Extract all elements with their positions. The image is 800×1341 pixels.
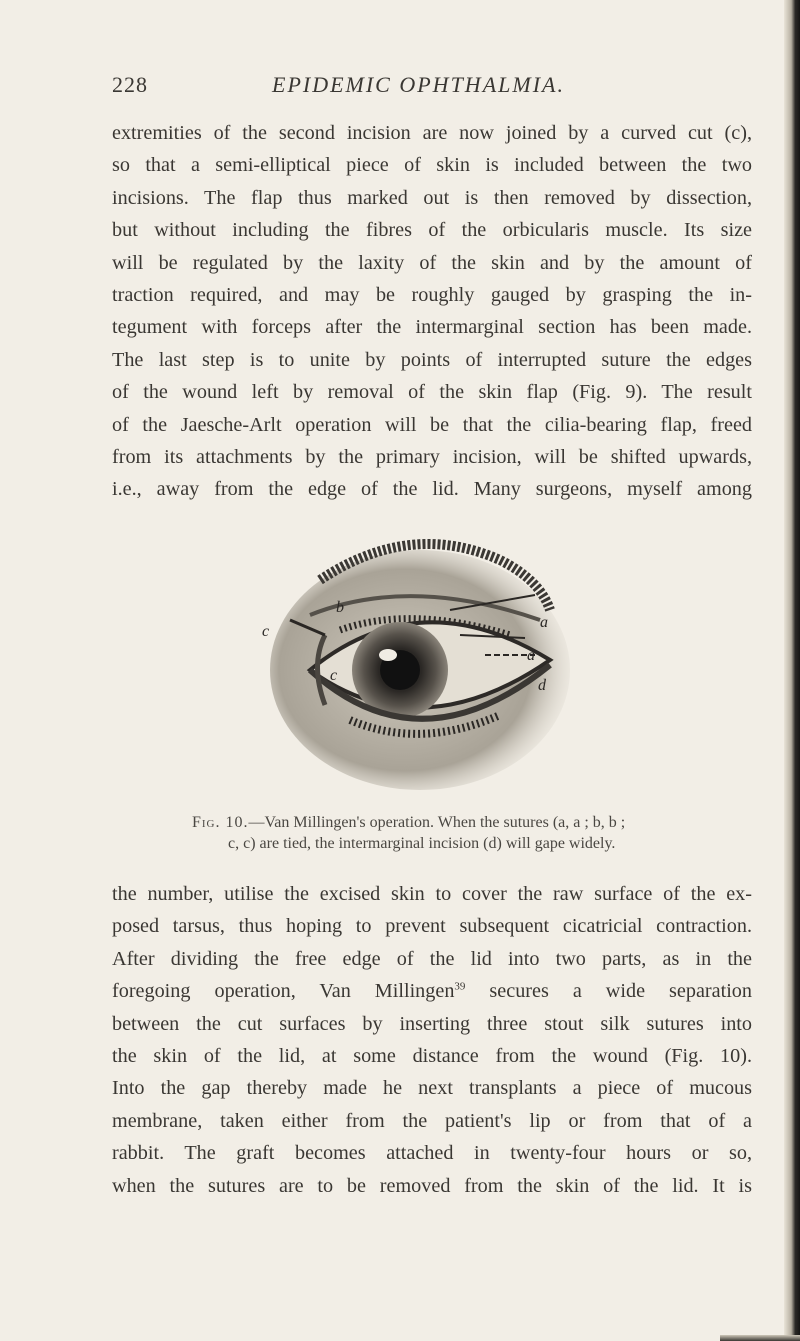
paragraph-bottom [112, 878, 752, 1202]
text-line: of the wound left by removal of the skin flap (Fig. 9). The result [112, 381, 752, 404]
figure-caption [192, 812, 732, 854]
text-line: tegument with forceps after the intermarginal section has been made. [112, 316, 752, 339]
page-edge-shadow [784, 0, 800, 1341]
paragraph-top [112, 117, 752, 506]
caption-line-2: c, c) are tied, the intermarginal incision (d) will gape widely. [228, 835, 616, 852]
text-line: will be regulated by the laxity of the skin and by the amount of [112, 251, 752, 274]
figure-eye-illustration [250, 520, 630, 810]
figure-label-a-lower: a [527, 647, 535, 664]
figure-label-b: b [336, 599, 344, 616]
figure-label-a-upper: a [540, 614, 548, 631]
text-line: but without including the fibres of the orbicularis muscle. Its size [112, 219, 752, 242]
figure-label-c-left: c [262, 623, 270, 640]
page-number: 228 [112, 72, 148, 97]
caption-fig-number: Fig. 10. [192, 814, 249, 831]
text-line: when the sutures are to be removed from the skin of the lid. It is [112, 1174, 752, 1197]
text-line: traction required, and may be roughly gauged by grasping the in- [112, 284, 752, 307]
eyelid-drawing [270, 544, 570, 790]
text-line-with-footnote [112, 975, 752, 1007]
caption-line-1 [192, 812, 732, 833]
figure-label-c-lower: c [330, 667, 338, 684]
text-line: from its attachments by the primary incision, will be shifted upwards, [112, 446, 752, 469]
text-line: the skin of the lid, at some distance from the wound (Fig. 10). [112, 1045, 752, 1068]
text-line: between the cut surfaces by inserting three stout silk sutures into [112, 1012, 752, 1035]
text-line: so that a semi-elliptical piece of skin is included between the two [112, 154, 752, 177]
running-header [112, 72, 752, 102]
footnote-reference: 39 [454, 980, 466, 993]
text-line: posed tarsus, thus hoping to prevent subsequent cicatricial contraction. [112, 915, 752, 938]
text-line: membrane, taken either from the patient's lip or from that of a [112, 1109, 752, 1132]
text-line: incisions. The flap thus marked out is then removed by dissection, [112, 186, 752, 209]
text-line: of the Jaesche-Arlt operation will be that the cilia-bearing flap, freed [112, 413, 752, 436]
text-line: the number, utilise the excised skin to cover the raw surface of the ex- [112, 883, 752, 905]
running-title: EPIDEMIC OPHTHALMIA. [272, 72, 565, 97]
caption-text: —Van Millingen's operation. When the sutures (a, a ; b, b ; [248, 814, 626, 831]
page-bottom-shadow [720, 1335, 800, 1341]
text-fragment: secures a wide separation [489, 980, 752, 1003]
text-line: After dividing the free edge of the lid into two parts, as in the [112, 947, 752, 970]
text-fragment: foregoing operation, Van Millingen [112, 980, 455, 1003]
text-line: extremities of the second incision are now joined by a curved cut (c), [112, 122, 752, 144]
text-line: i.e., away from the edge of the lid. Many surgeons, myself among [112, 478, 752, 501]
figure-label-d: d [538, 677, 546, 694]
text-line: Into the gap thereby made he next transplants a piece of mucous [112, 1077, 752, 1100]
text-line: The last step is to unite by points of interrupted suture the edges [112, 348, 752, 371]
text-line: rabbit. The graft becomes attached in twenty-four hours or so, [112, 1142, 752, 1165]
